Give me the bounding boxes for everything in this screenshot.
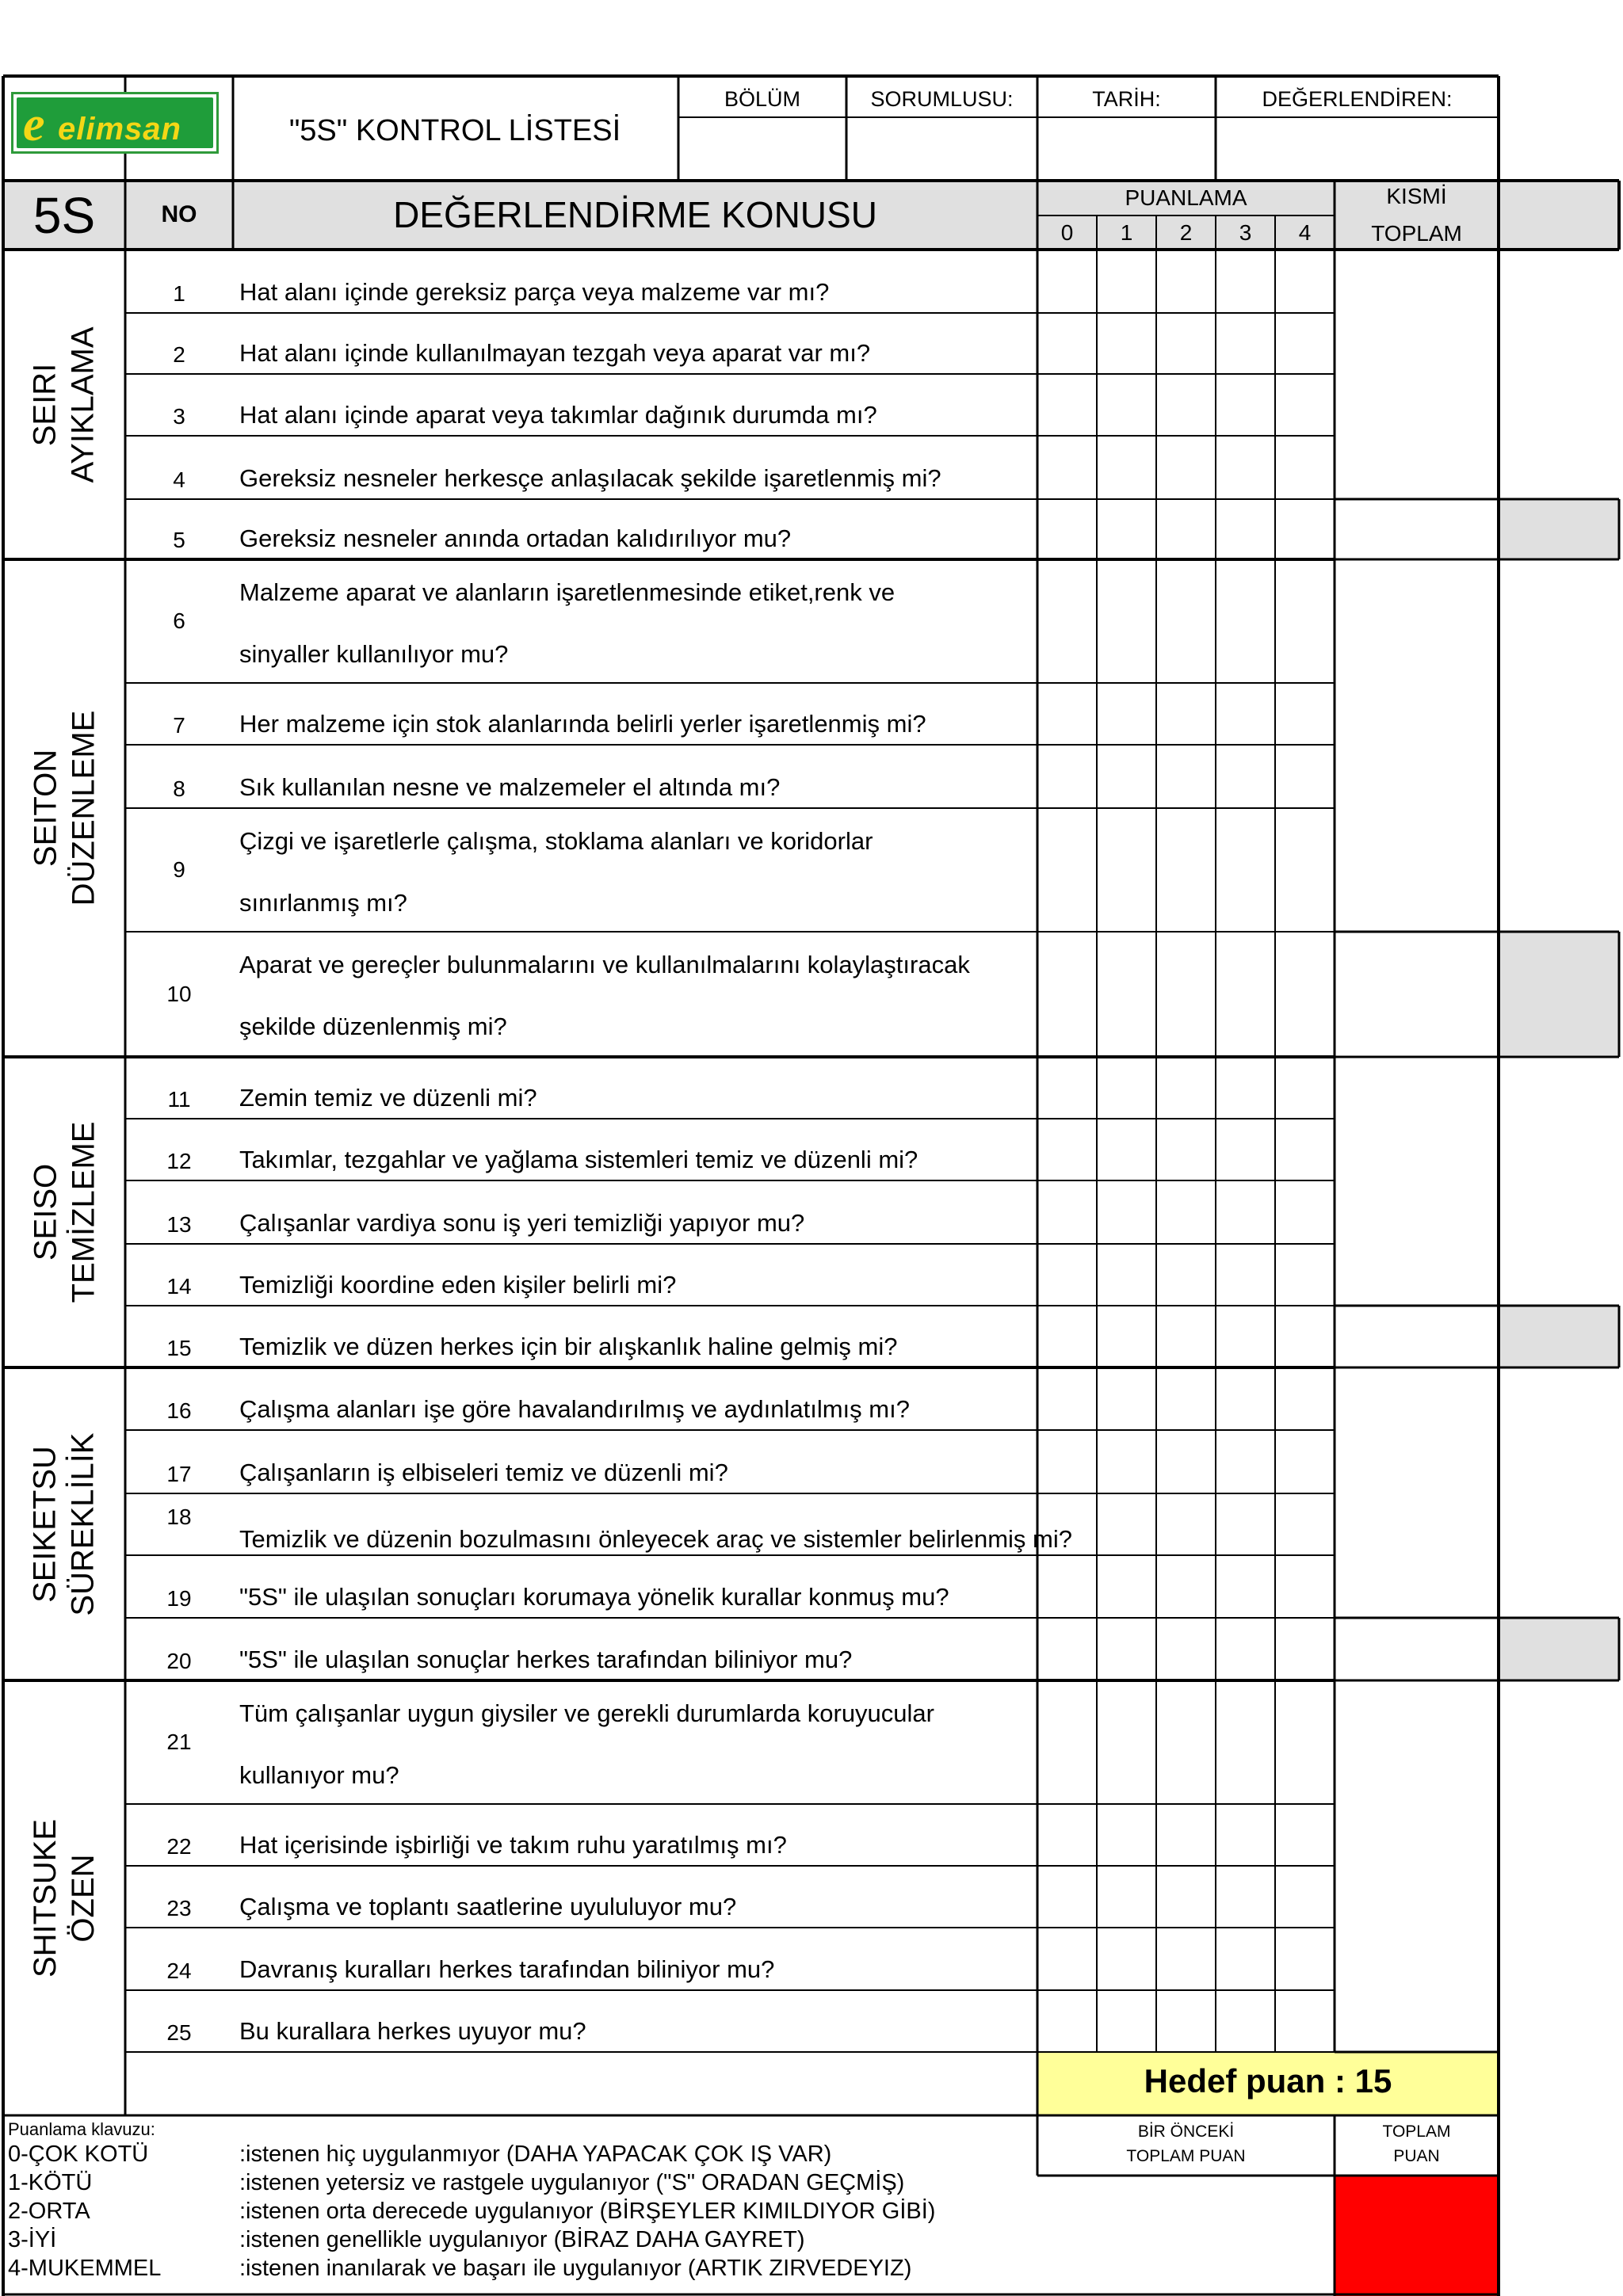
no-header: NO [161, 201, 197, 227]
legend-description: :istenen inanılarak ve başarı ile uygulanıyor (ARTIK ZIRVEDEYIZ) [239, 2256, 912, 2281]
item-number: 13 [166, 1212, 192, 1237]
partial-total-cell [1499, 499, 1619, 559]
section-label [3, 559, 125, 1057]
item-number: 9 [173, 857, 185, 882]
section-name: SHITSUKE [28, 1818, 63, 1978]
item-question: Davranış kuralları herkes tarafından biliniyor mu? [239, 1955, 775, 1983]
score-header-4: 4 [1298, 220, 1312, 245]
item-question: Aparat ve gereçler bulunmalarını ve kullanılmalarını kolaylaştıracak [239, 951, 970, 978]
field-label: TARİH: [1092, 87, 1161, 111]
score-header-3: 3 [1239, 220, 1252, 245]
legend-description: :istenen orta derecede uygulanıyor (BİRŞEYLER KIMILDIYOR GİBİ) [239, 2199, 936, 2224]
partial-header-fill [1499, 181, 1619, 250]
topic-header: DEĞERLENDİRME KONUSU [393, 194, 877, 235]
item-number: 16 [166, 1398, 192, 1423]
section-label [3, 1680, 125, 2115]
item-question-cont: kullanıyor mu? [239, 1761, 399, 1789]
section-label [3, 250, 125, 559]
section-label-text [26, 1818, 102, 1977]
item-number: 7 [173, 713, 185, 738]
field-label: DEĞERLENDİREN: [1262, 87, 1453, 111]
section-name: SEIRI [28, 363, 63, 446]
field-label: SORUMLUSU: [870, 87, 1014, 111]
section-label [3, 1367, 125, 1680]
item-question: "5S" ile ulaşılan sonuçlar herkes tarafından biliniyor mu? [239, 1646, 853, 1673]
item-question-cont: sinyaller kullanılıyor mu? [239, 640, 509, 668]
item-question: Çalışanlar vardiya sonu iş yeri temizliği yapıyor mu? [239, 1209, 805, 1237]
item-question: Gereksiz nesneler herkesçe anlaşılacak şekilde işaretlenmiş mi? [239, 464, 941, 492]
legend-key: 0-ÇOK KOTÜ [8, 2142, 149, 2167]
logo-text: elimsan [58, 112, 181, 147]
item-question: Temizlik ve düzen herkes için bir alışkanlık haline gelmiş mi? [239, 1333, 898, 1360]
section-name-tr: AYIKLAMA [66, 326, 101, 483]
section-name-tr: ÖZEN [66, 1853, 101, 1943]
item-number: 24 [166, 1958, 192, 1983]
item-question-cont: şekilde düzenlenmiş mi? [239, 1013, 507, 1040]
item-number: 1 [173, 281, 185, 306]
item-number: 21 [166, 1730, 192, 1754]
scoring-header: PUANLAMA [1125, 185, 1247, 210]
partial-total-cell [1499, 932, 1619, 1057]
item-question: Çalışma ve toplantı saatlerine uyululuyor mu? [239, 1893, 737, 1920]
item-question: Temizlik ve düzenin bozulmasını önleyecek araç ve sistemler belirlenmiş mi? [239, 1525, 1072, 1553]
total-score-fill [1335, 2176, 1499, 2296]
item-question: Tüm çalışanlar uygun giysiler ve gerekli durumlarda koruyucular [239, 1699, 934, 1727]
legend-title: Puanlama klavuzu: [8, 2119, 155, 2139]
item-number: 17 [166, 1462, 192, 1486]
item-question-cont: sınırlanmış mı? [239, 889, 407, 917]
item-question: Hat içerisinde işbirliği ve takım ruhu yaratılmış mı? [239, 1831, 787, 1859]
logo-e-icon: e [23, 97, 45, 151]
section-label [3, 1057, 125, 1367]
partial-header-line1: KISMİ [1386, 184, 1447, 208]
legend-description: :istenen yetersiz ve rastgele uygulanıyor ("S" ORADAN GEÇMİŞ) [239, 2170, 905, 2195]
item-question: Hat alanı içinde gereksiz parça veya malzeme var mı? [239, 278, 830, 306]
item-number: 2 [173, 342, 185, 367]
partial-total-cell [1499, 1306, 1619, 1367]
section-name-tr: TEMİZLEME [66, 1121, 101, 1303]
five-s-header: 5S [32, 187, 96, 244]
item-question: Her malzeme için stok alanlarında belirli yerler işaretlenmiş mi? [239, 710, 926, 738]
item-question: Çizgi ve işaretlerle çalışma, stoklama alanları ve koridorlar [239, 827, 873, 855]
item-number: 22 [166, 1834, 192, 1859]
item-question: Sık kullanılan nesne ve malzemeler el altında mı? [239, 773, 781, 801]
legend-key: 3-İYİ [8, 2227, 57, 2252]
elimsan-logo [11, 92, 219, 154]
item-question: Çalışma alanları işe göre havalandırılmış ve aydınlatılmış mı? [239, 1395, 910, 1423]
item-question: Çalışanların iş elbiseleri temiz ve düzenli mi? [239, 1459, 728, 1486]
total-label: TOPLAM [1382, 2122, 1451, 2141]
prev-total-label-2: TOPLAM PUAN [1126, 2147, 1246, 2165]
score-header-0: 0 [1060, 220, 1074, 245]
item-number: 19 [166, 1586, 192, 1611]
legend-description: :istenen hiç uygulanmıyor (DAHA YAPACAK ÇOK IŞ VAR) [239, 2142, 832, 2167]
item-number: 12 [166, 1149, 192, 1173]
prev-total-label: BİR ÖNCEKİ [1137, 2122, 1235, 2141]
score-header-1: 1 [1120, 220, 1133, 245]
item-number: 15 [166, 1336, 192, 1360]
item-number: 18 [166, 1505, 192, 1529]
item-question: Temizliği koordine eden kişiler belirli mi? [239, 1271, 677, 1299]
item-number: 10 [166, 982, 192, 1006]
item-number: 6 [173, 608, 185, 633]
section-name: SEISO [28, 1163, 63, 1261]
legend-description: :istenen genellikle uygulanıyor (BİRAZ DAHA GAYRET) [239, 2227, 805, 2252]
legend-key: 2-ORTA [8, 2199, 90, 2224]
item-number: 25 [166, 2020, 192, 2045]
section-name: SEITON [28, 749, 63, 868]
item-question: Zemin temiz ve düzenli mi? [239, 1084, 537, 1112]
section-label-text [26, 1432, 102, 1615]
item-question: "5S" ile ulaşılan sonuçları korumaya yönelik kurallar konmuş mu? [239, 1583, 949, 1611]
partial-header-line2: TOPLAM [1371, 221, 1462, 246]
section-label-text [26, 326, 102, 482]
score-header-2: 2 [1179, 220, 1193, 245]
item-number: 5 [173, 528, 185, 552]
section-name-tr: SÜREKLİLİK [66, 1432, 101, 1616]
section-label-text [26, 1122, 102, 1303]
item-question: Hat alanı içinde aparat veya takımlar dağınık durumda mı? [239, 401, 877, 429]
item-question: Gereksiz nesneler anında ortadan kalıdırılıyor mu? [239, 524, 792, 552]
item-question: Malzeme aparat ve alanların işaretlenmesinde etiket,renk ve [239, 578, 896, 606]
item-question: Hat alanı içinde kullanılmayan tezgah veya aparat var mı? [239, 339, 871, 367]
item-question: Bu kurallara herkes uyuyor mu? [239, 2017, 586, 2045]
item-number: 23 [166, 1896, 192, 1920]
target-score: Hedef puan : 15 [1144, 2062, 1392, 2100]
section-name: SEIKETSU [28, 1445, 63, 1603]
section-name-tr: DÜZENLEME [66, 710, 101, 906]
page-title: "5S" KONTROL LİSTESİ [288, 113, 621, 147]
total-label-2: PUAN [1393, 2147, 1440, 2165]
partial-total-cell [1499, 1618, 1619, 1680]
legend-key: 4-MUKEMMEL [8, 2256, 162, 2281]
item-number: 3 [173, 404, 185, 429]
field-label: BÖLÜM [724, 87, 801, 111]
item-number: 4 [173, 467, 185, 492]
item-number: 8 [173, 776, 185, 801]
item-number: 11 [167, 1087, 191, 1112]
item-number: 14 [166, 1274, 192, 1299]
section-label-text [26, 711, 102, 906]
legend-key: 1-KÖTÜ [8, 2170, 93, 2195]
item-number: 20 [166, 1649, 192, 1673]
item-question: Takımlar, tezgahlar ve yağlama sistemleri temiz ve düzenli mi? [239, 1146, 918, 1173]
